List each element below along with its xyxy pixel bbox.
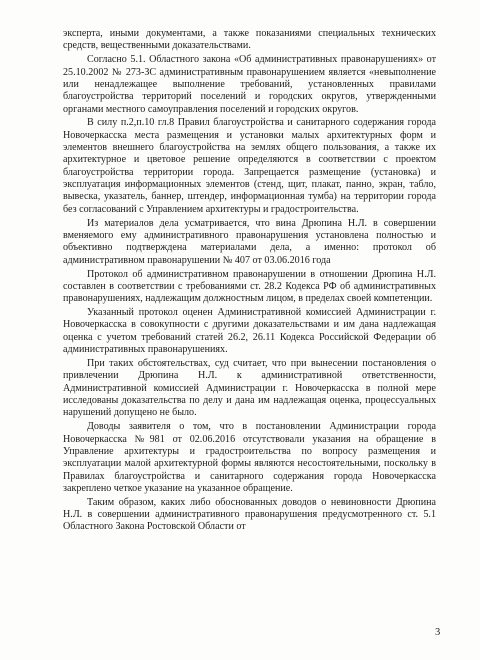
paragraph-3: В силу п.2,п.10 гл.8 Правил благоустройства и санитарного содержания города Новочеркасска места размещения и установки малых архитектурных форм и элементов внешнего благоустройства на землях общего пользования, а также их архитектурное и цветовое решение определяются в соответствии с проектом благоустройства территории города. Запрещается размещение (установка) и эксплуатация информационных элементов (стенд, щит, плакат, панно, экран, табло, вывеска, указатель, баннер, штендер, информационная тумба) на территории города без согласований с Управлением архитектуры и градостроительства. xyxy=(63,117,436,215)
page-number: 3 xyxy=(435,627,441,638)
paragraph-2: Согласно 5.1. Областного закона «Об административных правонарушениях» от 25.10.2002 № 273-ЗС административным правонарушением является «невыполнение или ненадлежащее выполнение требований, установленных правилами благоустройства территорий поселений и городских округов, утвержденными органами местного самоуправления поселений и городских округов. xyxy=(63,54,436,115)
paragraph-6: Указанный протокол оценен Административной комиссией Администрации г. Новочеркасска в совокупности с другими доказательствами и им дана надлежащая оценка с учетом требований статей 26.2, 26.11 Кодекса Российской Федерации об административных правонарушениях. xyxy=(63,307,436,356)
paragraph-1: эксперта, иными документами, а также показаниями специальных технических средств, вещественными доказательствами. xyxy=(63,28,436,52)
paragraph-5: Протокол об административном правонарушении в отношении Дрюпина Н.Л. составлен в соответствии с требованиями ст. 28.2 Кодекса РФ об административных правонарушениях, надлежащим должностным лицом, в пределах своей компетенции. xyxy=(63,268,436,305)
paragraph-9: Таким образом, каких либо обоснованных доводов о невиновности Дрюпина Н.Л. в совершении административного правонарушения предусмотренного ст. 5.1 Областного Закона Ростовской Области от xyxy=(63,496,436,533)
document-body xyxy=(63,28,436,534)
paragraph-4: Из материалов дела усматривается, что вина Дрюпина Н.Л. в совершении вменяемого ему административного правонарушения установлена полностью и объективно подтверждена материалами дела, а именно: протокол об административном правонарушении № 407 от 03.06.2016 года xyxy=(63,217,436,266)
paragraph-7: При таких обстоятельствах, суд считает, что при вынесении постановления о привлечении Дрюпина Н.Л. к административной ответственности, Административной комиссией Администрации г. Новочеркасска в полной мере исследованы доказательства по делу и дана им надлежащая оценка, процессуальных нарушений допущено не было. xyxy=(63,357,436,419)
paragraph-8: Доводы заявителя о том, что в постановлении Администрации города Новочеркасска №981 от 02.06.2016 отсутствовали указания на обращение в Управление архитектуры и градостроительства по вопросу размещения и эксплуатации малой архитектурной формы являются несостоятельными, поскольку в Правилах благоустройства и санитарного содержания города Новочеркасска закреплено четкое указание на указанное обращение. xyxy=(63,421,436,494)
